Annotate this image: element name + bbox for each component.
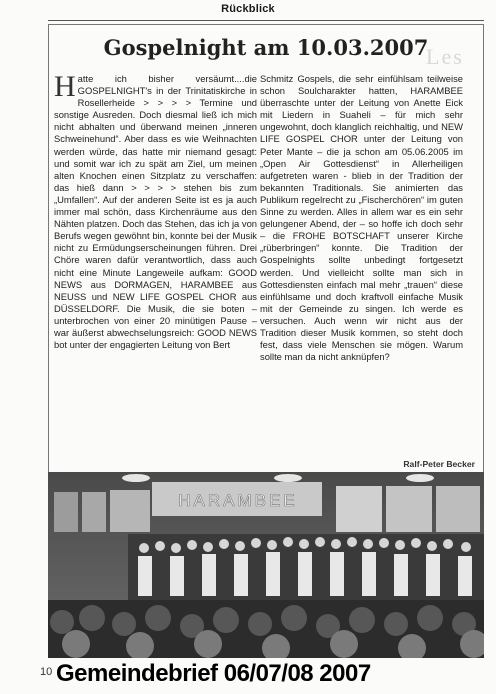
footer-title: Gemeindebrief 06/07/08 2007 [56,660,371,687]
article-column-right [260,73,463,363]
choir-photo-illustration [48,472,484,658]
header-rule [48,20,484,21]
banner-text: HARAMBEE [178,491,298,510]
article-column-left [54,70,257,351]
bleed-through-text: Les [426,44,464,69]
choir-photo [48,472,484,658]
section-label: Rückblick [221,3,275,15]
right-column-text: Schmitz Gospels, die sehr einfühlsam teilweise schon Soulcharakter hatten, HARAMBEE überraschte unter der Leitung von Anette Eick mit Liedern in Suaheli – für mich sehr ungewohnt, doch klanglich reichhaltig, und NEW LIFE GOSPEL CHOR unter der Leitung von Peter Mante – die ja schon am 05.06.2005 im „Open Air Gottesdienst“ in Allerheiligen aufgetreten waren - blieb in der Tradition der bekannten Traditionals. Sie animierten das Publikum regelrecht zu „Fischerchören“ im guten Sinne zu werden. Alles in allem war es ein sehr gelungener Abend, der – so hoffe ich doch sehr – die FROHE BOTSCHAFT unserer Kirche „rüberbringen“ konnte. Die Tradition der Gospelnights sollte unbedingt fortgesetzt werden. Und vielleicht sollte man sich in Gottesdiensten einfach mal mehr „trauen“ diese einfühlsame und doch kraftvoll einfache Musik mit der Gemeinde zu singen. Ich werde es versuchen. Auch wenn wir nicht aus der Tradition dieser Musik kommen, so steht doch fest, dass viele Menschen sie mögen. Warum sollte man da nicht anknüpfen? [260,73,463,363]
drop-cap: H [54,70,76,103]
page-number: 10 [40,666,53,678]
author-signature: Ralf-Peter Becker [403,459,475,469]
article-title: Gospelnight am 10.03.2007 [103,35,429,60]
left-column-text: atte ich bisher versäumt....die GOSPELNIGHT's in der Trinitatiskirche in Rosellerheide > > > > Termine und sonstige Ausreden. Doch diesmal ließ ich mich nicht abhalten und überwand meinen „inneren Schweinehund“. Aber dass es wie Weihnachten werden würde, das hatte mir niemand gesagt: und somit war ich zu spät am Ziel, um meinen alten Knochen einen Sitzplatz zu verschaffen: das hieß dann > > > > stehen bis zum „Umfallen“. Auf der anderen Seite ist es ja auch immer mal schön, dass Kirchenräume aus den Nähten platzen. Doch das Stehen, das ich ja von Berufs wegen gewöhnt bin, konnte bei der Musik nicht zu Ermüdungserscheinungen führen. Drei Chöre waren dafür verantwortlich, dass auch nicht eine Minute Langeweile aufkam: GOOD NEWS aus DORMAGEN, HARAMBEE aus NEUSS und NEW LIFE GOSPEL CHOR aus DÜSSELDORF. Die Musik, die sie boten – unterbrochen von einer 20 minütigen Pause – war äußerst abwechselungsreich: GOOD NEWS bot unter der engagierten Leitung von Bert [54,73,257,351]
